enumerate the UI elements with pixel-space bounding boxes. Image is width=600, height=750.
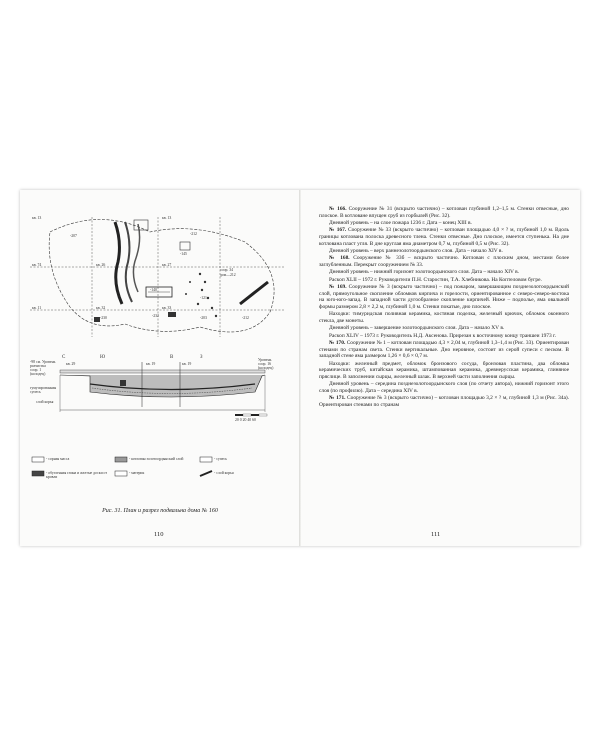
paragraph: № 169. Сооружение № 3 (вскрыто частично) – под пожаром, завершающим позднезолотоордынский слой, прямоугольное скопление обломков кирпича и горелости, ориентированное с северо-северо-востока на юго-юго-запад. В западной части дугообразное скопление кирпичей. Ниже – подпольe, яма овальной формы размером 2,8 × 2,2 м, глубиной 1,0 м. Стенки покатые, дно плоское. xyxy=(319,283,569,310)
section-left-note-2: разчистка xyxy=(30,364,46,368)
paragraph: Находки: тимуридская поливная керамика, костяная поделка, железный крючок, обломок оконного стекла, две монеты. xyxy=(319,311,569,324)
section-kv-29: кв. 29 xyxy=(66,362,76,366)
section-right-note-2: соор. 16 xyxy=(258,362,272,366)
section-kv-19b: кв. 19 xyxy=(182,362,192,366)
paragraph: № 167. Сооружение № 33 (вскрыто частично) – котлован площадью 4,0 × ? м, глубиной 1,0 м. Вдоль границы котлована полоска древесного тлена. Стенки отвесные. Дно плоское, имеется ступенька. На дне котлована пласт угля. В дне круглая яма диаметром 0,7 м, глубиной 0,5 м (Рис. 32). xyxy=(319,227,569,247)
figure-caption: Рис. 31. План и разрез подвальна дома № 160 xyxy=(102,508,218,514)
plan-label-kv-mid-center: кв. 26 xyxy=(96,263,106,267)
paragraph: № 170. Сооружение № 1 – котлован площадью 4,3 × 2,04 м, глубиной 1,3–1,4 м (Рис. 33). Ориентирован стенами по странам света. Стенки вертикальные. Дно неровное, состоит из серой супеси с песком. В западной стене яма размером 1,26 × 0,6 × 0,7 м. xyxy=(319,339,569,360)
plan-box-label: -140 xyxy=(150,288,157,292)
legend-item-3: - супесь xyxy=(214,457,227,461)
legend-item-5: - материк xyxy=(129,471,145,475)
paragraph: Дневной уровень – на слое пожара 1236 г. Дата – конец XIII в. xyxy=(329,220,472,226)
left-page xyxy=(20,190,300,546)
section-mark-v: В xyxy=(170,355,174,360)
plan-level-1: -207 xyxy=(70,234,77,238)
plan-label-kv-low-center: кв. 32 xyxy=(96,306,106,310)
section-layer-3: слой корья xyxy=(36,400,54,404)
figure-31 xyxy=(30,212,292,512)
plan-level-7: -230 xyxy=(100,316,107,320)
legend-item-1: - сорная масса xyxy=(46,457,70,461)
plan-level-8: -212 xyxy=(242,316,249,320)
paragraph: Дневной уровень – верх раннезолотоордынского слоя. Дата – начало XIV в. xyxy=(329,248,503,254)
paragraph: № 168. Сооружение № 33б – вскрыто частично. Котлован с плоским дном, местами более заглубленным. Перекрыт сооружением № 33. xyxy=(319,255,570,268)
plan-level-2: -212 xyxy=(190,232,197,236)
paragraph: Находки: железный предмет, обломок бронзового сосуда, бронзовая пластина, два обломка керамических труб, китайская керамика, штампованная керамика, древнерусская керамика, глиняное пряслице. В заполнении сырцы, железный шлак. В верхней части заполнения сырцы. xyxy=(319,360,569,380)
legend-item-6: - слой корья xyxy=(214,471,234,475)
paragraph: Раскоп XLIV – 1973 г. Руководитель Н.Д. Аксенова. Прирезан к восточному концу траншеи 1973 г. xyxy=(329,332,556,339)
paragraph: № 166. Сооружение № 31 (вскрыто частично) – котлован глубиной 1,2–1,5 м. Стенки отвесные, дно плоское. В котловане впущен сруб из горбылей (Рис. 32). xyxy=(319,206,569,219)
page-number-right: 111 xyxy=(431,531,441,538)
paragraph: Дневной уровень – середина позднезолотоордынского слоя (по отчету автора), нижний горизонт этого слоя (по профилю). Дата – середина XIV в. xyxy=(319,381,569,394)
paragraph: Раскоп XLII – 1972 г. Руководители П.Н. Старостин, Т.А. Хлебникова. На Коптеловом бугре. xyxy=(329,276,542,283)
plan-label-kv-low-right: кв. 33 xyxy=(162,306,172,310)
section-layer-1: гумусированная xyxy=(30,386,57,390)
section-right-note-3: (колодец) xyxy=(258,366,274,370)
section-mark-yu: Ю xyxy=(100,355,106,360)
plan-level-6: -232 xyxy=(152,314,159,318)
plan-label-kv-mid-left: кв. 74 xyxy=(32,263,42,267)
plan-level-5: -203 xyxy=(200,316,207,320)
section-scale: 20 0 20 40 60 xyxy=(235,418,256,422)
book-spread xyxy=(20,190,580,546)
section-kv-19: кв. 19 xyxy=(146,362,156,366)
page-number-left: 110 xyxy=(154,531,164,538)
section-left-note-1: -98 см. Уровень xyxy=(30,360,56,364)
paragraph: Дневной уровень – нижний горизонт золотоордынского слоя. Дата – начало XIV в. xyxy=(329,269,520,276)
legend-item-4: - обугленная глина и желтые доски от кровли xyxy=(46,471,108,480)
legend-item-2: - котлован золотоордынский слой xyxy=(129,457,184,461)
paragraph: № 171. Сооружение № 3 (вскрыто частично) – котлован площадью 3,2 × ? м, глубиной 1,3 м (Рис. 34а). Ориентирован стенами по странам xyxy=(319,395,569,408)
section-left-note-3: соор. 1 xyxy=(30,368,42,372)
section-mark-c: С xyxy=(62,355,66,360)
plan-label-kv-top-right: кв. 13 xyxy=(162,216,172,220)
section-right-note-1: Уровень xyxy=(258,358,272,362)
body-text xyxy=(319,206,569,409)
plan-label-soor-sub: дом—212 xyxy=(220,273,236,277)
plan-label-kv-low-left: кв. 11 xyxy=(32,306,42,310)
plan-label-kv-top-left: кв. 13 xyxy=(32,216,42,220)
section-mark-z: З xyxy=(200,355,203,360)
right-page xyxy=(301,190,580,546)
plan-label-kv-mid-right: кв. 27 xyxy=(162,263,172,267)
plan-level-3: -145 xyxy=(180,252,187,256)
section-left-note-4: (колодец) xyxy=(30,372,46,376)
plan-label-soor: соор. 34 xyxy=(220,268,234,272)
plan-level-4: -121 xyxy=(200,296,207,300)
paragraph: Дневной уровень – завершение золотоордынского слоя. Дата – начало XV в. xyxy=(329,325,505,332)
section-layer-2: супесь xyxy=(30,390,41,394)
